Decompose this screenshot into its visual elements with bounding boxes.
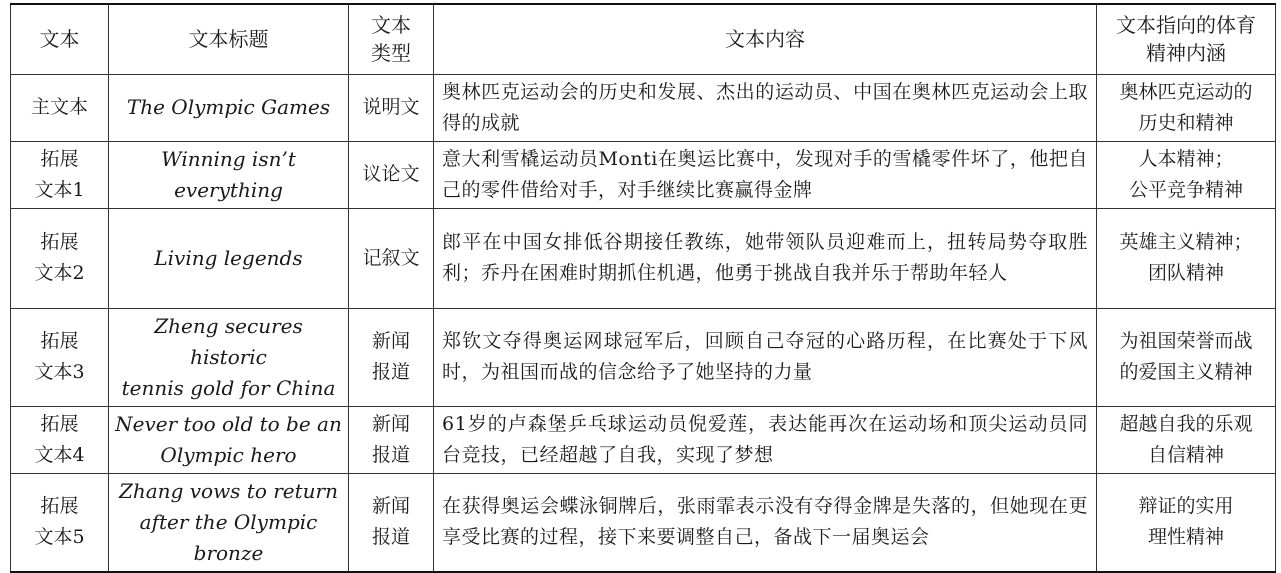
cell-spirit: 人本精神； 公平竞争精神 xyxy=(1097,141,1276,208)
cell-type: 新闻 报道 xyxy=(349,308,434,406)
header-type: 文本 类型 xyxy=(349,4,434,74)
header-title: 文本标题 xyxy=(109,4,349,74)
header-content: 文本内容 xyxy=(434,4,1097,74)
header-text: 文本 xyxy=(11,4,109,74)
table-row xyxy=(11,74,1276,141)
cell-title: Winning isn’t everything xyxy=(109,141,349,208)
cell-type: 议论文 xyxy=(349,141,434,208)
cell-content: 61岁的卢森堡乒乓球运动员倪爱莲，表达能再次在运动场和顶尖运动员同台竞技，已经超越了自我，实现了梦想 xyxy=(434,406,1097,473)
cell-content: 郑钦文夺得奥运网球冠军后，回顾自己夺冠的心路历程，在比赛处于下风时，为祖国而战的信念给予了她坚持的力量 xyxy=(434,308,1097,406)
table-row xyxy=(11,208,1276,308)
table-row xyxy=(11,473,1276,572)
cell-text: 主文本 xyxy=(11,74,109,141)
cell-title: The Olympic Games xyxy=(109,74,349,141)
cell-text: 拓展 文本3 xyxy=(11,308,109,406)
cell-spirit: 超越自我的乐观 自信精神 xyxy=(1097,406,1276,473)
sports-spirit-table-wrapper xyxy=(10,3,1276,573)
cell-title: Zhang vows to return after the Olympic bronze xyxy=(109,473,349,572)
header-row xyxy=(11,4,1276,74)
cell-text: 拓展 文本2 xyxy=(11,208,109,308)
cell-title: Never too old to be an Olympic hero xyxy=(109,406,349,473)
cell-text: 拓展 文本4 xyxy=(11,406,109,473)
cell-spirit: 奥林匹克运动的 历史和精神 xyxy=(1097,74,1276,141)
cell-content: 在获得奥运会蝶泳铜牌后，张雨霏表示没有夺得金牌是失落的，但她现在更享受比赛的过程，接下来要调整自己，备战下一届奥运会 xyxy=(434,473,1097,572)
table-row xyxy=(11,141,1276,208)
cell-content: 郎平在中国女排低谷期接任教练，她带领队员迎难而上，扭转局势夺取胜利；乔丹在困难时期抓住机遇，他勇于挑战自我并乐于帮助年轻人 xyxy=(434,208,1097,308)
cell-type: 新闻 报道 xyxy=(349,406,434,473)
cell-text: 拓展 文本1 xyxy=(11,141,109,208)
cell-type: 新闻 报道 xyxy=(349,473,434,572)
sports-spirit-table xyxy=(10,3,1276,573)
cell-spirit: 辩证的实用 理性精神 xyxy=(1097,473,1276,572)
table-row xyxy=(11,406,1276,473)
cell-text: 拓展 文本5 xyxy=(11,473,109,572)
cell-type: 说明文 xyxy=(349,74,434,141)
table-row xyxy=(11,308,1276,406)
cell-type: 记叙文 xyxy=(349,208,434,308)
cell-spirit: 英雄主义精神； 团队精神 xyxy=(1097,208,1276,308)
header-spirit: 文本指向的体育 精神内涵 xyxy=(1097,4,1276,74)
cell-content: 奥林匹克运动会的历史和发展、杰出的运动员、中国在奥林匹克运动会上取得的成就 xyxy=(434,74,1097,141)
cell-spirit: 为祖国荣誉而战 的爱国主义精神 xyxy=(1097,308,1276,406)
cell-content: 意大利雪橇运动员Monti在奥运比赛中，发现对手的雪橇零件坏了，他把自己的零件借给对手，对手继续比赛赢得金牌 xyxy=(434,141,1097,208)
cell-title: Zheng secures historic tennis gold for China xyxy=(109,308,349,406)
cell-title: Living legends xyxy=(109,208,349,308)
